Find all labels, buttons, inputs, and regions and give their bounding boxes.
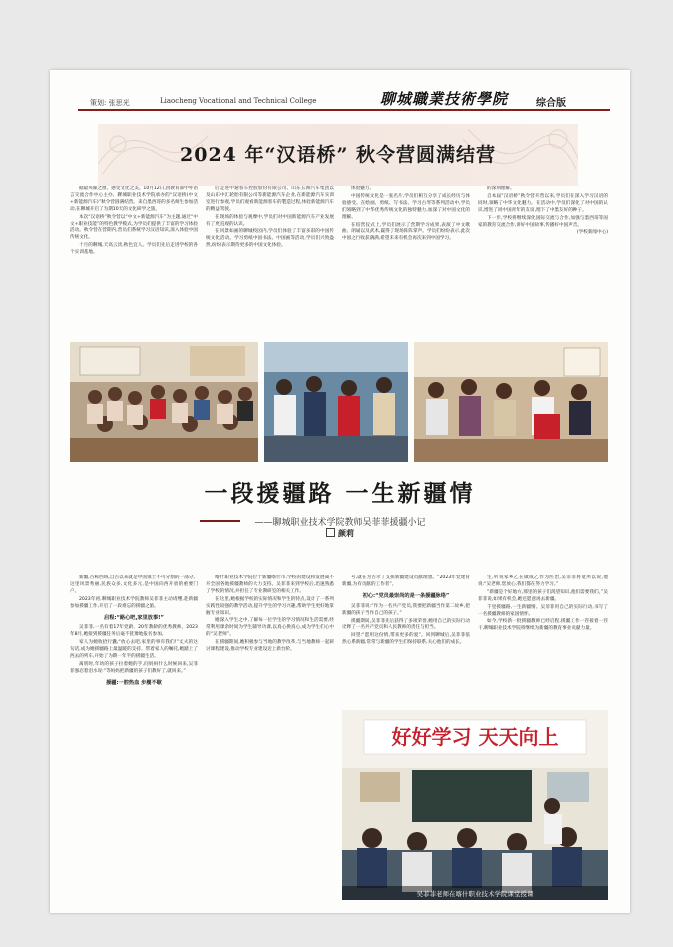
paragraph: “新疆是个好地方,那里的孩子们渴望知识,他们需要我们。”吴菲菲说,如果有机会,她还愿意再去新疆。 bbox=[478, 589, 608, 602]
article1-column-3 bbox=[342, 186, 470, 346]
paragraph: 喀什职业技术学院位于新疆喀什市,学校的建设和发展离不开全国各地援疆教师的大力支持。吴菲菲来到学校后,迅速熟悉了学校的情况,并担任了专业教研室的相关工作。 bbox=[206, 575, 334, 594]
paragraph: 在这里,她根据学校的实际情况和学生的特点,设计了一系列实践性较强的教学活动,提升学生的学习兴趣,帮助学生更好地掌握专业知识。 bbox=[206, 596, 334, 616]
photo-students-calligraphy-image bbox=[414, 342, 608, 462]
section-label: 综合版 bbox=[536, 98, 566, 109]
paragraph: 吴菲菲说:“作为一名共产党员,我要把新疆当作第二故乡,把新疆的孩子当作自己的孩子。” bbox=[342, 603, 470, 616]
paragraph: 在结营仪式上,学员们展示了营期学习成果,表演了中文歌曲、朗诵以及武术,赢得了现场阵阵掌声。学员们纷纷表示,此次中国之行收获满满,希望未来有机会再次来到中国学习。 bbox=[342, 222, 470, 242]
article2-title: 一段援疆路 一生新疆情 bbox=[204, 480, 476, 507]
classroom-banner-text: 好好学习 天天向上 bbox=[391, 725, 559, 749]
paragraph: 吴菲菲,一名有着17年党龄、20年教龄的优秀教师。2023年8月,她接到援疆任务后毫不犹豫地报名参加。 bbox=[70, 625, 198, 638]
paragraph: 在援疆期间,她积极参与当地的教学改革,与当地教师一起研讨课程建设,推动学校专业建设迈上新台阶。 bbox=[206, 640, 334, 653]
paragraph: 的深刻理解。 bbox=[487, 186, 515, 191]
article1-column-1 bbox=[70, 186, 198, 346]
photo-students-activity bbox=[264, 342, 408, 462]
article2-subheading-1: 启程:“路心吧,家里放事!” bbox=[104, 614, 164, 621]
paragraph: 回望:“愿用这份情,带来更多的爱”。回到聊城后,吴菲菲依然心系新疆,常常与新疆的学生们保持联系,关心他们的成长。 bbox=[342, 633, 470, 646]
paragraph: 下一步,学校将继续深化国际交流与合作,加强与墨西哥等国家的教育交流合作,讲好中国故事,传播好中国声音。 bbox=[478, 215, 608, 228]
paragraph: 据最央媒之窗。感受文化之美。10月12日,由教育部中外语言交流合作中心主办、聊城职业技术学院承办的“汉语桥(中文+新能源汽车)”秋令营圆满结营。来自墨西哥的多名师生参加活动,在聊城开启了为期10天的文化研学之旅。 bbox=[70, 186, 198, 212]
photo-students-classroom bbox=[70, 342, 258, 462]
editor-credit: 策划: 张思光 bbox=[90, 99, 130, 107]
source-credit: (学校新闻中心) bbox=[576, 230, 608, 236]
college-name-english: Liaocheng Vocational and Technical College bbox=[160, 97, 317, 105]
author-name: 颜莉 bbox=[338, 529, 354, 538]
author-box-icon bbox=[326, 528, 335, 537]
paragraph: 在现场的体验与观摩中,学员们对中国新能源汽车产业发展有了更直观的认识。 bbox=[206, 214, 334, 227]
article2-subheading-3: 初心:“党员最崇尚的是一条援疆脉络” bbox=[362, 592, 450, 599]
paragraph: 生,听说家乡乙在做成乙作为医治,吴菲菲将宽所以说,他说:“吴老师,您放心,我们都在努力学习。” bbox=[478, 575, 608, 587]
paragraph: 2023年初,聊城职业技术学院教师吴菲菲主动请缨,赴新疆参加援疆工作,开启了一段难忘的援疆之旅。 bbox=[70, 596, 198, 609]
paragraph: 家人为她收拾行囊,“放心去吧,家里的事有我们!”丈夫的这句话,成为她援疆路上最温暖的支持。带着家人的嘱托,她踏上了西去的列车,开始了为期一年半的援疆生活。 bbox=[70, 640, 198, 660]
paragraph: 如今,学校新一批援疆教师已经启程,援疆工作一茬接着一茬干,聊城职业技术学院将继续为新疆的教育事业贡献力量。 bbox=[478, 619, 608, 632]
paragraph: 后走进中通客车控股股份有限公司、山东五洲汽车集团以及山东中汇轮胎有限公司等新能源汽车企业,在新能源汽车实训室进行参观,学员们观看新能源客车的製造过程,体验新能源汽车的精益驾驶。 bbox=[206, 186, 334, 212]
article2-column-2 bbox=[206, 575, 334, 905]
paragraph: 援疆期间,吴菲菲先后获得了多项荣誉,她用自己的实际行动诠释了一名共产党员和人民教师的责任与担当。 bbox=[342, 618, 470, 631]
paragraph: 号,就在为古尔丁支援新疆建设贡献理想。“2023年党建育新疆,为有贡献的工作者”。 bbox=[342, 575, 470, 587]
paragraph: 中国传统文化是一张名片,学员们相互分享了成长经历与体验感受。在绘画、剪纸、写书法、学习古琴等系列活动中,学员们领略到了中华优秀传统文化的独特魅力,加深了对中国文化的理解。 bbox=[342, 193, 470, 220]
newspaper-page bbox=[50, 70, 630, 913]
photo-students-classroom-image bbox=[70, 342, 258, 462]
paragraph: 十月的聊城,天高云淡,秋色宜人。学员们先后走进学校的各个实训基地。 bbox=[70, 243, 198, 256]
article1-column-2 bbox=[206, 186, 334, 346]
photo-classroom-teaching-image bbox=[342, 710, 608, 900]
paragraph: 新疆,古称西域,自古以来就是中国领土不可分割的一部分。这里风景秀丽,民族众多,文化多元,是中国向西开放的重要门户。 bbox=[70, 575, 198, 594]
photo-students-calligraphy bbox=[414, 342, 608, 462]
photo-students-activity-image bbox=[264, 342, 408, 462]
article1-title: 2024 年“汉语桥” 秋令营圆满结营 bbox=[180, 144, 496, 166]
paragraph: 在风景如画的聊城校园内,学员们体验了丰富多彩的中国传统文化活动。学习剪纸中国书法、中国画等活动,学员们兴致盎然,纷纷表示期待更多的中国文化体验。 bbox=[206, 229, 334, 249]
header-rule bbox=[78, 109, 610, 111]
paragraph: 千里援疆路,一生新疆情。吴菲菲用自己的实际行动,书写了一名援疆教师的家国情怀。 bbox=[478, 604, 608, 617]
photo-classroom-teaching bbox=[342, 710, 608, 900]
article2-subtitle: ——聊城职业技术学院教师吴菲菲援疆小记 bbox=[254, 518, 426, 528]
article1-column-4 bbox=[478, 186, 608, 346]
article2-column-1 bbox=[70, 575, 198, 905]
page-header bbox=[50, 70, 630, 114]
article2-author bbox=[50, 528, 630, 539]
classroom-caption: 吴菲菲老师在喀什职业技术学院课堂授课 bbox=[416, 890, 534, 898]
paragraph: 自本届“汉语桥”秋令营开营以来,学员们在深入学习汉语的同时,领略了中华文化魅力。在活动中,学员们深化了对中国的认识,增进了同中国青年的友谊,埋下了中墨友好的种子。 bbox=[478, 193, 608, 213]
paragraph: 她深入学生之中,了解每一位学生的学习情况和生活需要,经常利用课余时间为学生辅导功课,以真心换真心,成为学生们心中的“吴老师”。 bbox=[206, 618, 334, 638]
college-name-calligraphy: 聊城職業技術學院 bbox=[380, 90, 509, 108]
paragraph: 体验魅力。 bbox=[351, 186, 374, 191]
paragraph: 离别时,年幼的孩子拉着她的手,问妈妈什么时候回来,吴菲菲强忍着泪水说:“等妈妈把新疆的孩子们教好了,就回来。” bbox=[70, 661, 198, 674]
article1-title-band bbox=[98, 124, 578, 186]
paragraph: 本次“汉语桥”秋令营以“中文+新能源汽车”为主题,通过“中文+职业技能”的特色教学模式,为学员们提供了丰富的学习体验活动。秋令营在营期内,营员们系统学习汉语知识,深入体验中国传统文化。 bbox=[70, 214, 198, 241]
article2-subheading-2: 援疆:一腔热血 步履不歇 bbox=[106, 679, 162, 686]
